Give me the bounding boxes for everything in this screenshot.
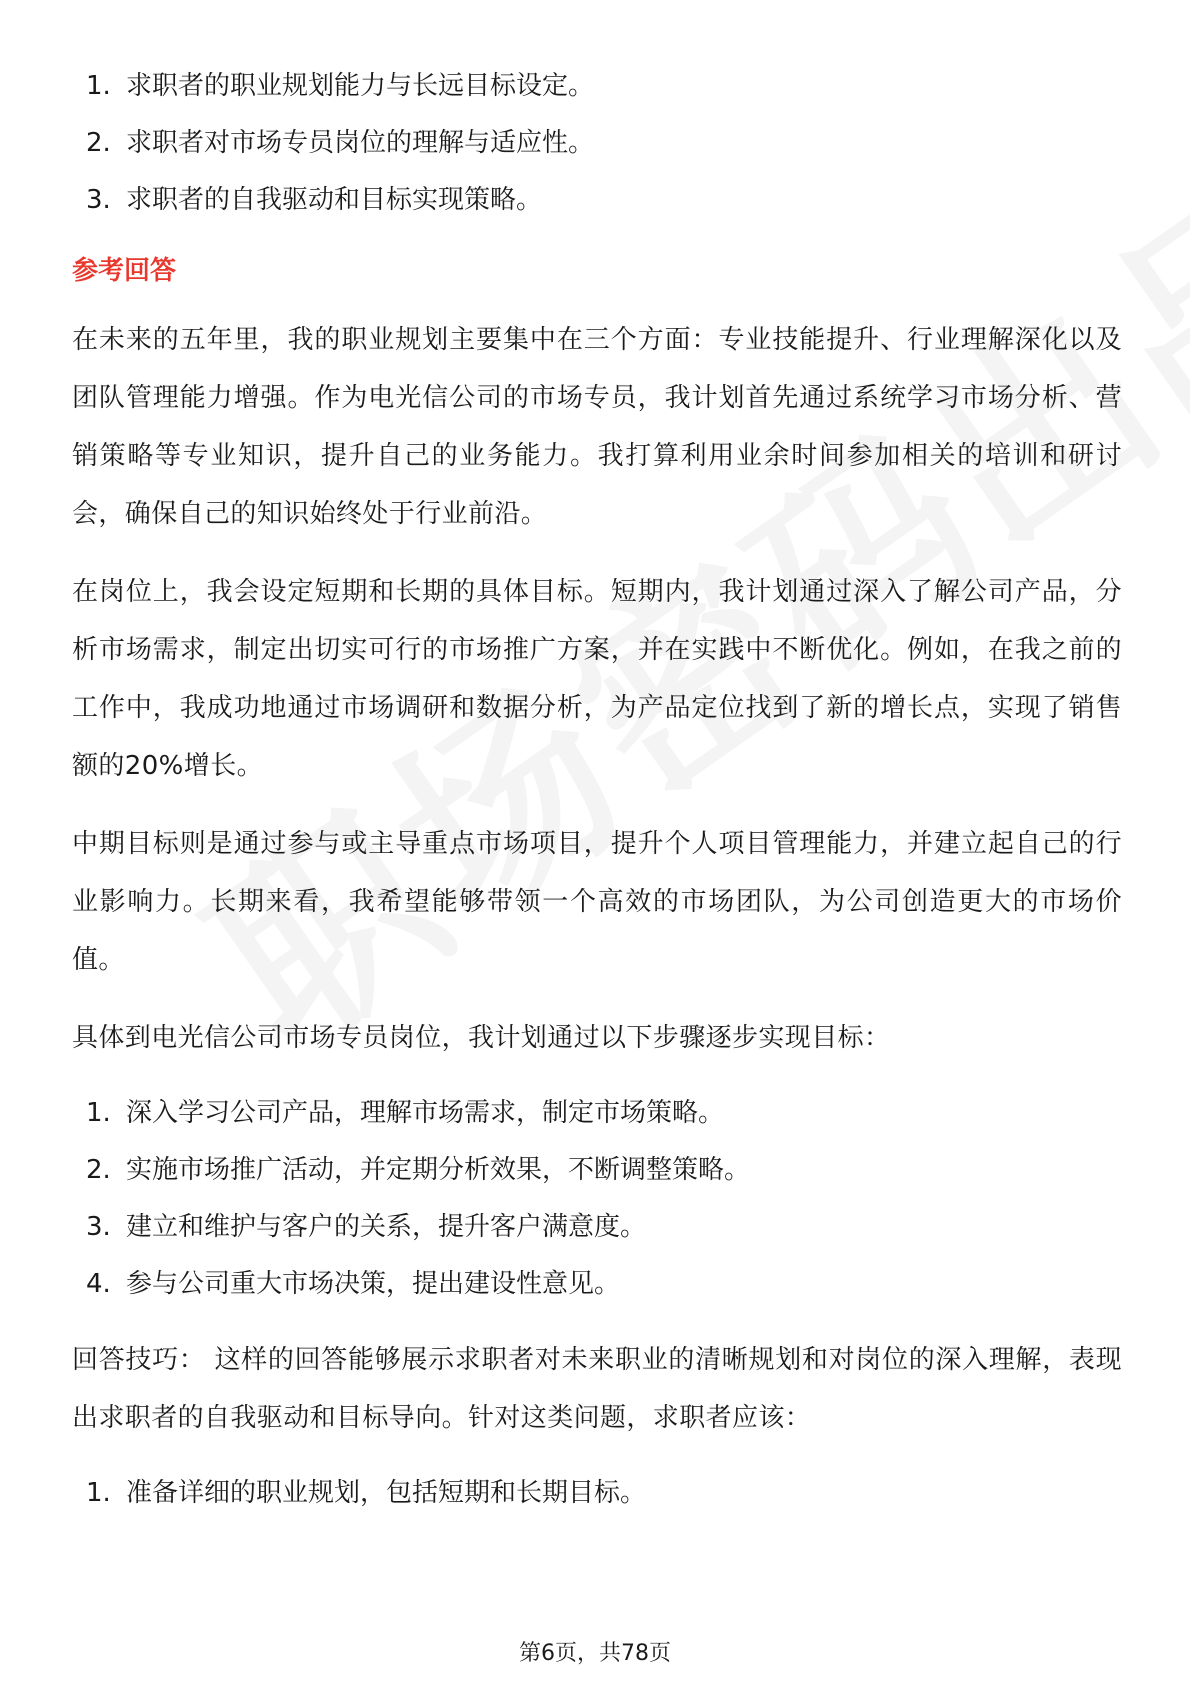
list-item [86, 1199, 1122, 1256]
page-footer: 第6页，共78页 [519, 1641, 671, 1666]
paragraph: 具体到电光信公司市场专员岗位，我计划通过以下步骤逐步实现目标： [72, 1023, 891, 1053]
list-item-text: 求职者的自我驱动和目标实现策略。 [126, 185, 543, 215]
list-item-text: 实施市场推广活动，并定期分析效果，不断调整策略。 [126, 1155, 751, 1185]
document-body [72, 58, 1122, 1522]
list-item [86, 1142, 1122, 1199]
list-item [86, 115, 1122, 172]
list-item [86, 1465, 1122, 1522]
list-item-number: 2. [86, 128, 111, 158]
list-item-text: 参与公司重大市场决策，提出建设性意见。 [126, 1269, 621, 1299]
list-item-number: 1. [86, 1478, 111, 1508]
list-item-text: 建立和维护与客户的关系，提升客户满意度。 [126, 1212, 647, 1242]
paragraph: 在未来的五年里，我的职业规划主要集中在三个方面：专业技能提升、行业理解深化以及团队管理能力增强。作为电光信公司的市场专员，我计划首先通过系统学习市场分析、营销策略等专业知识，提升自己的业务能力。我打算利用业余时间参加相关的培训和研讨会，确保自己的知识始终处于行业前沿。 [72, 325, 1122, 529]
list-item [86, 1085, 1122, 1142]
list-item-text: 求职者对市场专员岗位的理解与适应性。 [126, 128, 595, 158]
list-item-number: 3. [86, 1212, 111, 1242]
list-item-number: 1. [86, 1098, 111, 1128]
evaluation-points-list [72, 58, 1122, 229]
list-item-number: 3. [86, 185, 111, 215]
tips-list [72, 1465, 1122, 1522]
list-item-number: 1. [86, 71, 111, 101]
list-item [86, 1256, 1122, 1313]
list-item-number: 4. [86, 1269, 111, 1299]
list-item-text: 求职者的职业规划能力与长远目标设定。 [126, 71, 595, 101]
paragraph: 中期目标则是通过参与或主导重点市场项目，提升个人项目管理能力，并建立起自己的行业影响力。长期来看，我希望能够带领一个高效的市场团队，为公司创造更大的市场价值。 [72, 829, 1122, 975]
list-item [86, 58, 1122, 115]
list-item-number: 2. [86, 1155, 111, 1185]
list-item [86, 172, 1122, 229]
section-heading: 参考回答 [72, 256, 177, 286]
list-item-text: 深入学习公司产品，理解市场需求，制定市场策略。 [126, 1098, 725, 1128]
tips-paragraph: 回答技巧： 这样的回答能够展示求职者对未来职业的清晰规划和对岗位的深入理解，表现出求职者的自我驱动和目标导向。针对这类问题，求职者应该： [72, 1345, 1122, 1433]
list-item-text: 准备详细的职业规划，包括短期和长期目标。 [126, 1478, 647, 1508]
paragraph: 在岗位上，我会设定短期和长期的具体目标。短期内，我计划通过深入了解公司产品，分析市场需求，制定出切实可行的市场推广方案，并在实践中不断优化。例如，在我之前的工作中，我成功地通过市场调研和数据分析，为产品定位找到了新的增长点，实现了销售额的20%增长。 [72, 577, 1122, 781]
steps-list [72, 1085, 1122, 1313]
